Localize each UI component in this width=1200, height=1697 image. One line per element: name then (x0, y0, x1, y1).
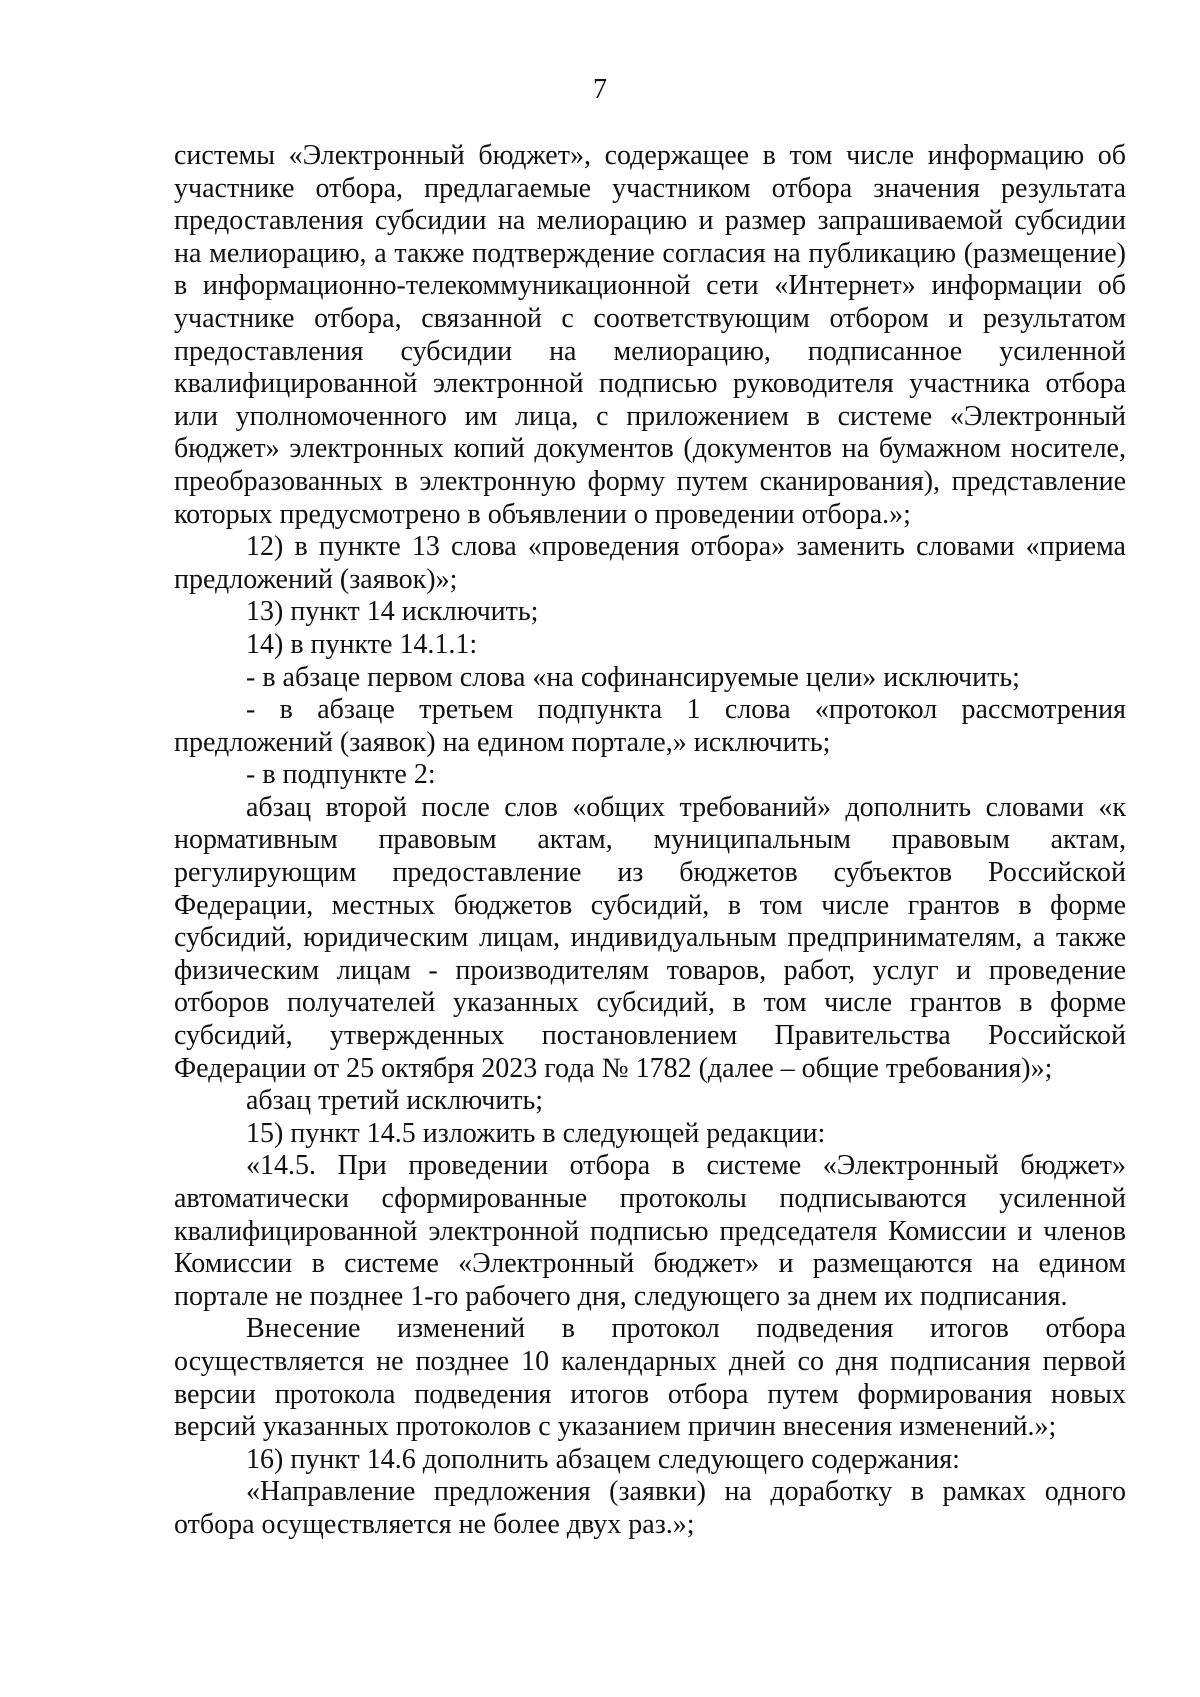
paragraph-abzac-tretiy: абзац третий исключить; (246, 1085, 544, 1117)
paragraph-item-15: 15) пункт 14.5 изложить в следующей редакции: (246, 1117, 826, 1149)
paragraph-item-12: 12) в пункте 13 слова «проведения отбора» заменить словами «приема предложений (заявок)»; (174, 531, 1126, 595)
document-body (174, 140, 1126, 1542)
paragraph-item-14-dash-3: - в подпункте 2: (246, 759, 436, 791)
paragraph-continuation: системы «Электронный бюджет», содержащее в том числе информацию об участнике отбора, предлагаемые участником отбора значения результата предоставления субсидии на мелиорацию и размер запрашиваемой субсидии на мелиорацию, а также подтверждение согласия на публикацию (размещение) в информационно-телекоммуникационной сети «Интернет» информации об участнике отбора, связанной с соответствующим отбором и результатом предоставления субсидии на мелиорацию, подписанное усиленной квалифицированной электронной подписью руководителя участника отбора или уполномоченного им лица, с приложением в системе «Электронный бюджет» электронных копий документов (документов на бумажном носителе, преобразованных в электронную форму путем сканирования), представление которых предусмотрено в объявлении о проведении отбора.»; (174, 140, 1126, 530)
paragraph-item-14: 14) в пункте 14.1.1: (246, 628, 478, 660)
paragraph-item-14-dash-1: - в абзаце первом слова «на софинансируемые цели» исключить; (246, 661, 1020, 693)
paragraph-abzac-vtoroy: абзац второй после слов «общих требований» дополнить словами «к нормативным правовым актам, муниципальным правовым актам, регулирующим предоставление из бюджетов субъектов Российской Федерации, местных бюджетов субсидий, в том числе грантов в форме субсидий, юридическим лицам, индивидуальным предпринимателям, а также физическим лицам - производителям товаров, работ, услуг и проведение отборов получателей указанных субсидий, в том числе грантов в форме субсидий, утвержденных постановлением Правительства Российской Федерации от 25 октября 2023 года № 1782 (далее – общие требования)»; (174, 791, 1126, 1084)
paragraph-quote-14-5: «14.5. При проведении отбора в системе «Электронный бюджет» автоматически сформированные протоколы подписываются усиленной квалифицированной электронной подписью председателя Комиссии и членов Комиссии в системе «Электронный бюджет» и размещаются на едином портале не позднее 1-го рабочего дня, следующего за днем их подписания. (174, 1150, 1126, 1312)
page-number: 7 (593, 74, 607, 105)
paragraph-item-13: 13) пункт 14 исключить; (246, 596, 539, 628)
paragraph-item-14-dash-2: - в абзаце третьем подпункта 1 слова «протокол рассмотрения предложений (заявок) на едином портале,» исключить; (174, 694, 1126, 758)
paragraph-item-16: 16) пункт 14.6 дополнить абзацем следующего содержания: (246, 1443, 960, 1475)
paragraph-amendments: Внесение изменений в протокол подведения итогов отбора осуществляется не позднее 10 календарных дней со дня подписания первой версии протокола подведения итогов отбора путем формирования новых версий указанных протоколов с указанием причин внесения изменений.»; (174, 1313, 1126, 1443)
paragraph-quote-final: «Направление предложения (заявки) на доработку в рамках одного отбора осуществляется не более двух раз.»; (174, 1476, 1126, 1540)
